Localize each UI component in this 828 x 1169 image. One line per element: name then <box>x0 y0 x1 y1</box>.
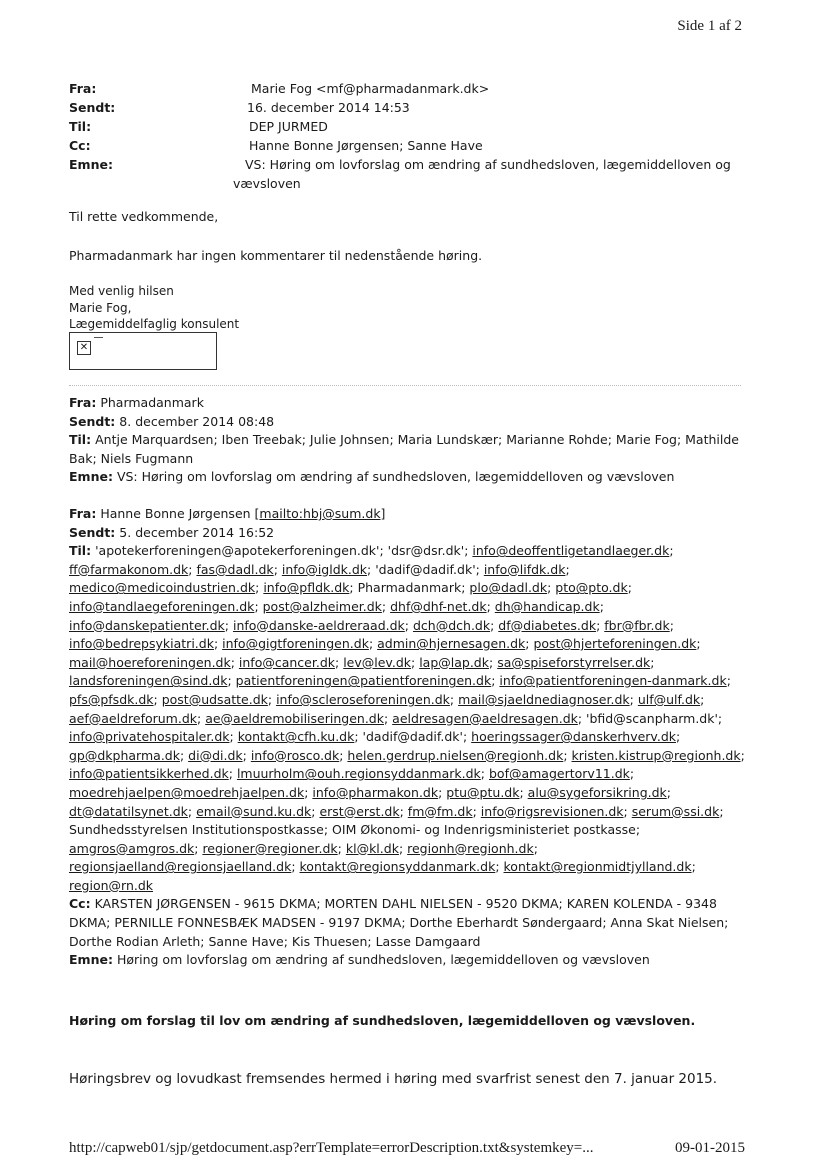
recipient-text: ; <box>304 784 313 800</box>
recipient-email-link[interactable]: hoeringssager@danskerhverv.dk <box>471 729 676 745</box>
email-header <box>69 79 749 193</box>
recipient-email-link[interactable]: info@danske-aeldreraad.dk <box>232 617 405 633</box>
recipient-email-link[interactable]: info@pharmakon.dk <box>312 784 439 800</box>
recipient-email-link[interactable]: sa@spiseforstyrrelser.dk <box>497 654 651 670</box>
recipient-email-link[interactable]: info@igldk.dk <box>281 561 368 577</box>
recipient-email-link[interactable]: medico@medicoindustrien.dk <box>69 580 256 596</box>
signature <box>69 283 239 333</box>
recipient-text: ; <box>153 691 162 707</box>
recipient-email-link[interactable]: email@sund.ku.dk <box>196 803 312 819</box>
recipient-email-link[interactable]: df@diabetes.dk <box>498 617 597 633</box>
recipient-text: ; <box>242 747 251 763</box>
fwd2-cc <box>69 895 749 951</box>
recipient-text: ; <box>599 598 604 614</box>
recipient-email-link[interactable]: info@pfldk.dk <box>263 580 350 596</box>
recipient-text: ; <box>519 784 528 800</box>
label: Sendt: <box>69 413 116 429</box>
header-label: Til: <box>69 119 92 134</box>
recipient-text: ; <box>623 803 632 819</box>
recipient-email-link[interactable]: info@tandlaegeforeningen.dk <box>69 598 255 614</box>
recipient-email-link[interactable]: region@rn.dk <box>69 877 154 893</box>
dash-mark <box>94 337 103 338</box>
recipient-email-link[interactable]: ae@aeldremobiliseringen.dk <box>205 710 384 726</box>
recipient-email-link[interactable]: post@hjerteforeningen.dk <box>533 636 697 652</box>
recipient-text: ; <box>267 691 277 707</box>
recipient-email-link[interactable]: info@patientsikkerhed.dk <box>69 766 229 782</box>
recipient-email-link[interactable]: post@alzheimer.dk <box>262 598 382 614</box>
header-label: Emne: <box>69 157 113 172</box>
recipient-text: ; <box>547 580 556 596</box>
recipient-text: ; <box>669 617 674 633</box>
forwarded-header-1 <box>69 394 749 487</box>
recipient-email-link[interactable]: admin@hjernesagen.dk <box>377 636 526 652</box>
recipient-email-link[interactable]: info@cancer.dk <box>238 654 336 670</box>
recipient-email-link[interactable]: lmuurholm@ouh.regionsyddanmark.dk <box>236 766 481 782</box>
label: Fra: <box>69 506 97 521</box>
recipient-email-link[interactable]: fm@fm.dk <box>407 803 473 819</box>
header-row-subject <box>69 155 749 193</box>
recipient-text: ; <box>676 729 681 745</box>
recipient-text: ; <box>700 691 705 707</box>
recipient-text: ; <box>726 673 731 689</box>
fwd-subject <box>69 468 749 487</box>
recipient-text: ; <box>438 784 447 800</box>
signature-line: Marie Fog, <box>69 300 132 315</box>
message: Pharmadanmark har ingen kommentarer til nedenstående høring. <box>69 248 483 263</box>
header-row-from <box>69 79 749 98</box>
recipient-email-link[interactable]: post@udsatte.dk <box>161 691 268 707</box>
recipient-email-link[interactable]: landsforeningen@sind.dk <box>69 673 228 689</box>
recipient-text: ; <box>224 617 233 633</box>
page-footer <box>69 1140 745 1157</box>
recipient-email-link[interactable]: bof@amagertorv11.dk <box>488 766 630 782</box>
value: Pharmadanmark <box>100 395 204 410</box>
recipient-text: ; <box>480 766 489 782</box>
header-label: Sendt: <box>69 100 116 115</box>
fwd-to <box>69 431 749 468</box>
recipient-text: ; <box>411 654 420 670</box>
recipient-email-link[interactable]: info@danskepatienter.dk <box>69 617 225 633</box>
recipient-text: ; <box>650 654 655 670</box>
label: Sendt: <box>69 524 116 540</box>
recipient-text: ; <box>563 747 572 763</box>
fwd2-from <box>69 505 749 524</box>
recipient-email-link[interactable]: info@bedrepsykiatri.dk <box>69 636 214 652</box>
recipient-text: ; <box>449 691 459 707</box>
recipient-email-link[interactable]: erst@erst.dk <box>319 803 400 819</box>
recipient-text: ; <box>273 561 282 577</box>
value: VS: Høring om lovforslag om ændring af sundhedsloven, lægemiddelloven og vævsloven <box>116 469 675 485</box>
recipient-text: ; <box>596 617 605 633</box>
recipient-text: ; <box>227 673 236 689</box>
value: Hanne Bonne Jørgensen <box>100 506 251 521</box>
recipient-text: ; <box>696 636 701 652</box>
recipient-email-link[interactable]: serum@ssi.dk <box>631 803 720 819</box>
recipient-email-link[interactable]: info@privatehospitaler.dk <box>69 729 230 745</box>
recipient-text: ; <box>669 543 674 559</box>
footer-date: 09-01-2015 <box>675 1140 745 1156</box>
label: Emne: <box>69 952 113 968</box>
recipient-email-link[interactable]: kontakt@cfh.ku.dk <box>237 729 355 745</box>
label: Til: <box>69 543 92 559</box>
recipient-email-link[interactable]: mail@sjaeldnediagnoser.dk <box>458 691 630 707</box>
recipient-email-link[interactable]: info@scleroseforeningen.dk <box>276 691 450 707</box>
recipient-text: ; <box>194 840 203 856</box>
recipient-email-link[interactable]: pto@pto.dk <box>555 580 628 596</box>
fwd-from <box>69 394 749 413</box>
recipient-text: ; <box>368 636 378 652</box>
recipient-email-link[interactable]: dh@handicap.dk <box>494 598 600 614</box>
recipient-email-link[interactable]: di@di.dk <box>188 747 243 763</box>
recipient-email-link[interactable]: amgros@amgros.dk <box>69 840 195 856</box>
recipient-email-link[interactable]: info@lifdk.dk <box>483 561 566 577</box>
recipient-text: ; <box>666 784 671 800</box>
recipient-text: ; <box>339 747 348 763</box>
recipient-text: ; <box>230 654 239 670</box>
recipient-email-link[interactable]: kristen.kistrup@regionh.dk <box>571 747 741 763</box>
forwarded-header-2 <box>69 505 749 970</box>
recipient-text: ; Pharmadanmark; <box>349 580 470 596</box>
header-value: DEP JURMED <box>249 119 328 134</box>
recipient-email-link[interactable]: info@deoffentligetandlaeger.dk <box>472 543 670 559</box>
recipient-text: ; <box>525 636 534 652</box>
recipient-email-link[interactable]: fbr@fbr.dk <box>604 617 670 633</box>
recipient-email-link[interactable]: kl@kl.dk <box>345 840 399 856</box>
recipient-text: ; <box>311 803 320 819</box>
recipient-text: ; <box>533 840 538 856</box>
greeting: Til rette vedkommende, <box>69 209 219 224</box>
value: KARSTEN JØRGENSEN - 9615 DKMA; MORTEN DAHL NIELSEN - 9520 DKMA; KAREN KOLENDA - 9348 DKMA; PERNILLE FONNESBÆK MADSEN - 9197 DKMA; Dorthe Eberhardt Søndergaard; Anna Skat Nielsen; Dorthe Rodian Arleth; Sanne Have; Kis Thuesen; Lasse Damgaard <box>69 896 729 949</box>
recipient-text: ; <box>629 691 638 707</box>
recipient-text: ; <box>381 598 391 614</box>
recipient-text: 'apotekerforeningen@apotekerforeningen.dk'; 'dsr@dsr.dk'; <box>95 543 473 559</box>
value: 8. december 2014 08:48 <box>119 413 275 429</box>
header-row-sent <box>69 98 749 117</box>
recipient-text: ; <box>491 673 500 689</box>
signature-line: Med venlig hilsen <box>69 284 174 298</box>
recipient-email-link[interactable]: regionsjaelland@regionsjaelland.dk <box>69 859 292 875</box>
fwd2-sent <box>69 524 749 543</box>
recipient-email-link[interactable]: patientforeningen@patientforeningen.dk <box>235 673 492 689</box>
recipient-email-link[interactable]: kontakt@regionsyddanmark.dk <box>299 859 496 875</box>
recipient-text: ; <box>255 580 264 596</box>
recipient-email-link[interactable]: pfs@pfsdk.dk <box>69 691 154 707</box>
label: Emne: <box>69 469 113 485</box>
recipient-text: ; <box>486 598 495 614</box>
recipient-email-link[interactable]: fas@dadl.dk <box>196 561 274 577</box>
recipient-email-link[interactable]: kontakt@regionmidtjylland.dk <box>503 859 692 875</box>
subject-heading: Høring om forslag til lov om ændring af sundhedsloven, lægemiddelloven og vævsloven. <box>69 1013 696 1028</box>
header-label: Cc: <box>69 138 91 153</box>
recipient-text: ; <box>187 803 197 819</box>
recipient-text: ; <box>254 598 263 614</box>
recipient-email-link[interactable]: regionh@regionh.dk <box>407 840 534 856</box>
recipient-email-link[interactable]: info@rigsrevisionen.dk <box>480 803 624 819</box>
header-value: 16. december 2014 14:53 <box>247 100 410 115</box>
recipient-email-link[interactable]: dch@dch.dk <box>412 617 491 633</box>
recipient-text: ; <box>383 710 393 726</box>
header-row-cc <box>69 136 749 155</box>
recipient-text: ; <box>399 803 408 819</box>
broken-image-icon: ✕ <box>77 341 91 355</box>
header-label: Fra: <box>69 81 97 96</box>
recipient-text: ; <box>213 636 223 652</box>
recipient-email-link[interactable]: info@gigtforeningen.dk <box>222 636 369 652</box>
header-row-to <box>69 117 749 136</box>
recipient-email-link[interactable]: plo@dadl.dk <box>469 580 548 596</box>
recipient-email-link[interactable]: ulf@ulf.dk <box>637 691 701 707</box>
recipient-text: ; <box>629 766 635 782</box>
recipient-email-link[interactable]: info@patientforeningen-danmark.dk <box>499 673 727 689</box>
signature-line: Lægemiddelfaglig konsulent <box>69 317 240 331</box>
recipient-text: ; <box>627 580 632 596</box>
recipient-email-link[interactable]: aeldresagen@aeldresagen.dk <box>392 710 578 726</box>
recipient-email-link[interactable]: mail@hoereforeningen.dk <box>69 654 231 670</box>
header-value: Hanne Bonne Jørgensen; Sanne Have <box>249 138 483 153</box>
email-link[interactable]: [mailto:hbj@sum.dk] <box>254 506 386 521</box>
value: Antje Marquardsen; Iben Treebak; Julie Johnsen; Maria Lundskær; Marianne Rohde; Marie Fog; Mathilde Bak; Niels Fugmann <box>69 432 739 466</box>
recipient-text: ; <box>691 859 696 875</box>
label: Til: <box>69 432 92 448</box>
recipient-text: ; <box>197 710 206 726</box>
recipient-text: ; <box>179 747 189 763</box>
recipient-text: ; <box>228 766 237 782</box>
recipient-text: ; <box>337 840 346 856</box>
recipient-text: ; <box>404 617 413 633</box>
recipient-email-link[interactable]: ff@farmakonom.dk <box>69 561 189 577</box>
recipient-email-link[interactable]: moedrehjaelpen@moedrehjaelpen.dk <box>69 784 305 800</box>
recipient-text: ; 'bfid@scanpharm.dk'; <box>577 710 723 726</box>
recipient-email-link[interactable]: dt@datatilsynet.dk <box>69 803 188 819</box>
value: Høring om lovforslag om ændring af sundhedsloven, lægemiddelloven og vævsloven <box>116 952 650 968</box>
recipient-email-link[interactable]: aef@aeldreforum.dk <box>69 710 197 726</box>
recipient-text: ; <box>398 840 408 856</box>
broken-image-placeholder <box>69 332 217 370</box>
recipient-email-link[interactable]: gp@dkpharma.dk <box>69 747 180 763</box>
recipient-text: ; <box>229 729 238 745</box>
recipient-email-link[interactable]: regioner@regioner.dk <box>202 840 338 856</box>
header-value: Marie Fog <mf@pharmadanmark.dk> <box>251 81 490 96</box>
recipient-text: ; <box>188 561 197 577</box>
value: 5. december 2014 16:52 <box>119 524 275 540</box>
page-number: Side 1 af 2 <box>677 18 742 34</box>
closing-text: Høringsbrev og lovudkast fremsendes hermed i høring med svarfrist senest den 7. januar 2015. <box>69 1071 718 1087</box>
recipient-text: ; <box>495 859 504 875</box>
recipient-email-link[interactable]: helen.gerdrup.nielsen@regionh.dk <box>347 747 564 763</box>
header-value: VS: Høring om lovforslag om ændring af sundhedsloven, lægemiddelloven og vævsloven <box>233 157 731 191</box>
recipient-email-link[interactable]: lev@lev.dk <box>343 654 412 670</box>
recipient-text: ; <box>472 803 481 819</box>
fwd2-subject <box>69 951 749 970</box>
recipient-text: ; Sundhedsstyrelsen Institutionspostkasse; OIM Økonomi- og Indenrigsministeriet postkasse; <box>69 803 724 838</box>
label: Cc: <box>69 896 91 912</box>
recipient-email-link[interactable]: dhf@dhf-net.dk <box>390 598 487 614</box>
recipient-text: ; <box>335 654 344 670</box>
recipient-text: ; <box>740 747 745 763</box>
recipient-email-link[interactable]: alu@sygeforsikring.dk <box>527 784 667 800</box>
recipient-text: ; <box>489 654 498 670</box>
recipient-email-link[interactable]: lap@lap.dk <box>419 654 489 670</box>
footer-url: http://capweb01/sjp/getdocument.asp?errTemplate=errorDescription.txt&systemkey=... <box>69 1140 594 1156</box>
label: Fra: <box>69 395 97 410</box>
fwd-sent <box>69 413 749 432</box>
recipient-text: ; <box>565 561 570 577</box>
recipient-text: ; 'dadif@dadif.dk'; <box>354 729 472 745</box>
recipient-text: ; <box>490 617 499 633</box>
recipient-email-link[interactable]: info@rosco.dk <box>250 747 340 763</box>
recipient-email-link[interactable]: ptu@ptu.dk <box>446 784 520 800</box>
recipient-text: ; 'dadif@dadif.dk'; <box>367 561 484 577</box>
separator <box>69 385 741 386</box>
recipient-text: ; <box>291 859 300 875</box>
fwd2-to-list <box>69 542 749 895</box>
